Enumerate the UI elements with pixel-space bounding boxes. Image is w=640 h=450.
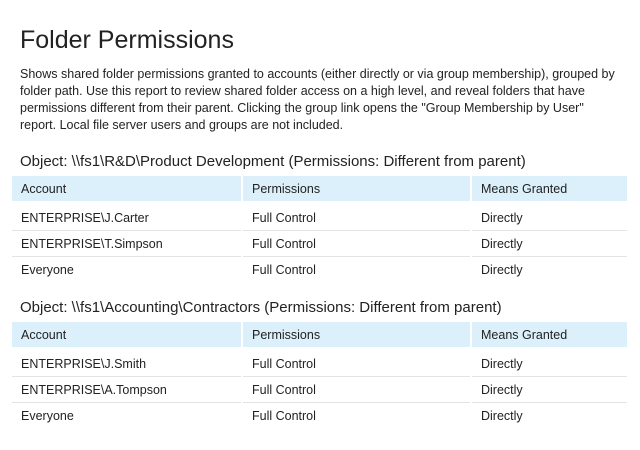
permissions-cell: Full Control (242, 347, 471, 377)
table-header-row (12, 176, 627, 201)
table-row (12, 403, 627, 429)
account-cell: ENTERPRISE\J.Carter (12, 201, 242, 231)
account-cell: Everyone (12, 403, 242, 429)
permissions-cell: Full Control (242, 231, 471, 257)
permissions-section-contractors (12, 298, 627, 428)
means-granted-cell: Directly (481, 262, 523, 277)
table-row (12, 201, 627, 231)
table-row (12, 257, 627, 283)
column-header-means-granted: Means Granted (471, 176, 627, 201)
column-header-means-granted: Means Granted (471, 322, 627, 347)
means-granted-cell: Directly (471, 377, 627, 403)
account-cell: ENTERPRISE\T.Simpson (12, 231, 242, 257)
column-header-permissions: Permissions (242, 322, 471, 347)
permissions-cell: Full Control (242, 377, 471, 403)
means-granted-cell: Directly (481, 408, 523, 423)
object-heading: Object: \\fs1\Accounting\Contractors (Permissions: Different from parent) (20, 299, 502, 316)
object-heading: Object: \\fs1\R&D\Product Development (Permissions: Different from parent) (20, 153, 526, 170)
report-title: Folder Permissions (20, 26, 234, 54)
means-granted-cell: Directly (471, 201, 627, 231)
means-granted-cell: Directly (471, 231, 627, 257)
table-header-row (12, 322, 627, 347)
account-cell: Everyone (12, 257, 242, 283)
column-header-permissions: Permissions (242, 176, 471, 201)
column-header-account: Account (12, 322, 242, 347)
permissions-section-product-development (12, 152, 627, 282)
account-cell: ENTERPRISE\A.Tompson (12, 377, 242, 403)
permissions-cell: Full Control (242, 403, 471, 429)
table-row (12, 377, 627, 403)
column-header-account: Account (12, 176, 242, 201)
permissions-table (12, 176, 627, 282)
account-cell: ENTERPRISE\J.Smith (12, 347, 242, 377)
permissions-table (12, 322, 627, 428)
table-row (12, 231, 627, 257)
table-row (12, 347, 627, 377)
means-granted-cell: Directly (471, 347, 627, 377)
permissions-cell: Full Control (242, 201, 471, 231)
report-description: Shows shared folder permissions granted to accounts (either directly or via group membership), grouped by folder path. Use this report to review shared folder access on a high level, and reveal folders that have permissions different from their parent. Clicking the group link opens the "Group Membership by User" report. Local file server users and groups are not included. (20, 67, 615, 132)
permissions-cell: Full Control (242, 257, 471, 283)
